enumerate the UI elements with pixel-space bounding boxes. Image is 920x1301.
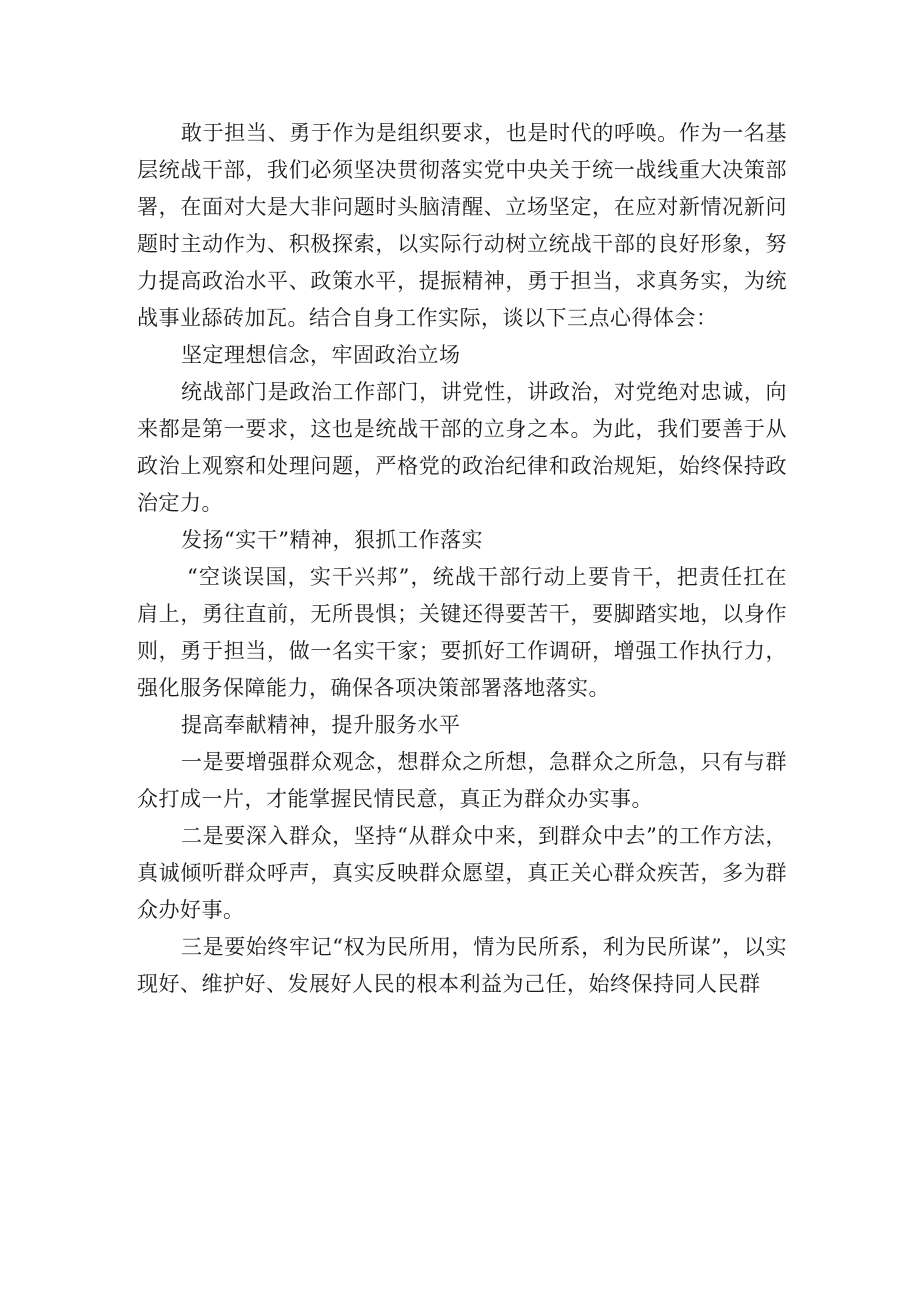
document-body xyxy=(137,115,787,1003)
service-point-one: 一是要增强群众观念，想群众之所想，急群众之所急，只有与群众打成一片，才能掌握民情民意，真正为群众办实事。 xyxy=(137,750,787,811)
section-heading-service: 提高奉献精神，提升服务水平 xyxy=(181,713,461,737)
section-body-ideals: 统战部门是政治工作部门，讲党性，讲政治，对党绝对忠诚，向来都是第一要求，这也是统战干部的立身之本。为此，我们要善于从政治上观察和处理问题，严格党的政治纪律和政治规矩，始终保持政治定力。 xyxy=(137,380,787,515)
section-body-hard-work: “空谈误国，实干兴邦”，统战干部行动上要肯干，把责任扛在肩上，勇往直前，无所畏惧；关键还得要苦干，要脚踏实地，以身作则，勇于担当，做一名实干家；要抓好工作调研，增强工作执行力，强化服务保障能力，确保各项决策部署落地落实。 xyxy=(137,565,787,700)
section-heading-hard-work: 发扬“实干”精神，狠抓工作落实 xyxy=(181,528,483,552)
section-heading-ideals: 坚定理想信念，牢固政治立场 xyxy=(181,343,461,367)
service-point-three: 三是要始终牢记“权为民所用，情为民所系，利为民所谋”，以实现好、维护好、发展好人民的根本利益为己任，始终保持同人民群 xyxy=(137,935,787,996)
service-point-two: 二是要深入群众，坚持“从群众中来，到群众中去”的工作方法，真诚倾听群众呼声，真实反映群众愿望，真正关心群众疾苦，多为群众办好事。 xyxy=(137,824,787,922)
intro-paragraph: 敢于担当、勇于作为是组织要求，也是时代的呼唤。作为一名基层统战干部，我们必须坚决贯彻落实党中央关于统一战线重大决策部署，在面对大是大非问题时头脑清醒、立场坚定，在应对新情况新问题时主动作为、积极探索，以实际行动树立统战干部的良好形象，努力提高政治水平、政策水平，提振精神，勇于担当，求真务实，为统战事业舔砖加瓦。结合自身工作实际，谈以下三点心得体会： xyxy=(137,121,787,330)
